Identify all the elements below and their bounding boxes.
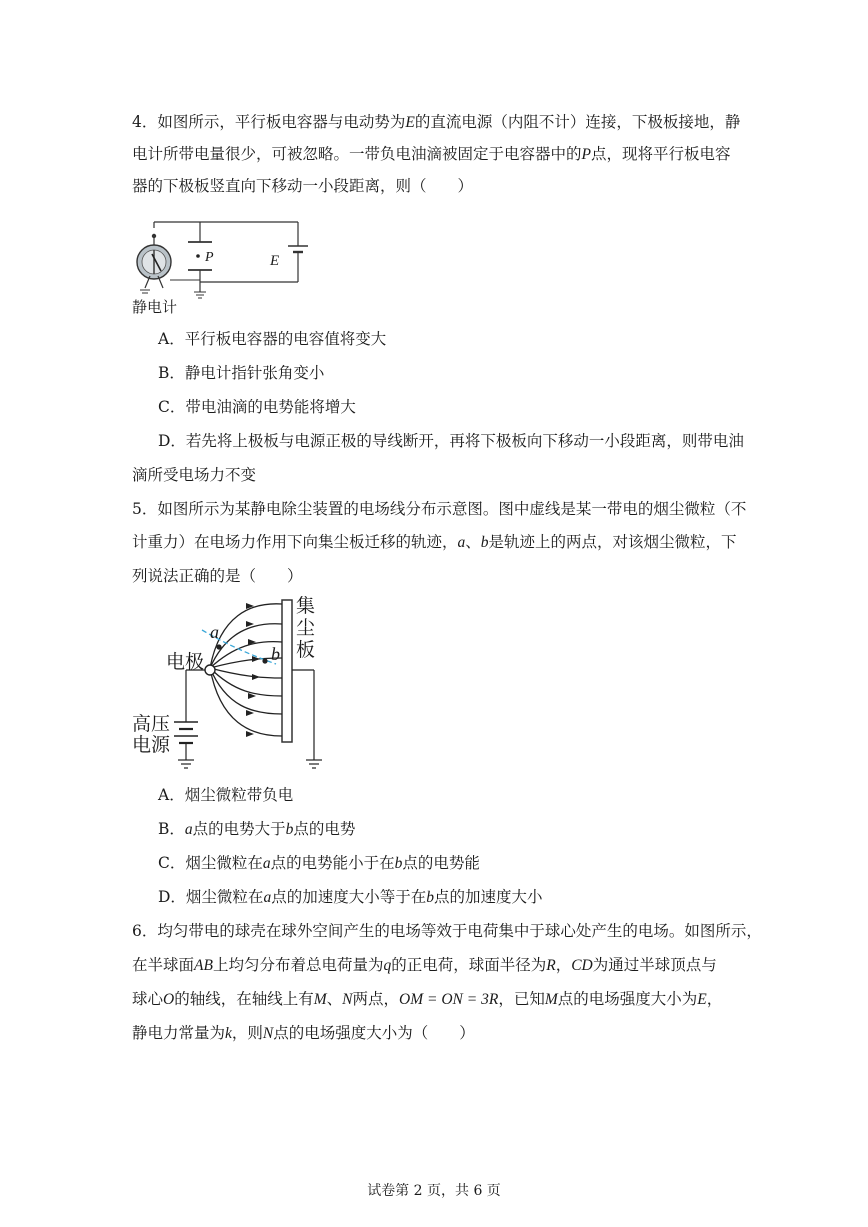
- q4-option-b: B．静电计指针张角变小: [158, 364, 325, 382]
- equation-om-on: OM = ON = 3R: [399, 991, 499, 1008]
- label-a: a: [210, 622, 219, 642]
- q4-option-d: D．若先将上极板与电源正极的导线断开，再将下极板向下移动一小段距离，则带电油: [158, 432, 744, 450]
- label-E: E: [270, 253, 280, 269]
- q6-stem-line3: 球心O的轴线，在轴线上有M、N两点，OM = ON = 3R，已知M点的电场强度大小为E，: [132, 990, 723, 1008]
- q4-option-a: A．平行板电容器的电容值将变大: [158, 330, 387, 348]
- q5-option-d: D．烟尘微粒在a点的加速度大小等于在b点的加速度大小: [158, 888, 543, 906]
- q4-option-d-cont: 滴所受电场力不变: [132, 466, 257, 484]
- label-P: P: [205, 250, 214, 265]
- label-hv-1: 高压: [132, 713, 171, 735]
- q4-option-c: C．带电油滴的电势能将增大: [158, 398, 356, 416]
- q5-option-b: B．a点的电势大于b点的电势: [158, 820, 356, 838]
- q5-stem-line2: 计重力）在电场力作用下向集尘板迁移的轨迹，a、b是轨迹上的两点，对该烟尘微粒，下: [132, 533, 737, 551]
- collector-plate: [282, 600, 292, 742]
- q4-stem-line1: 4．如图所示，平行板电容器与电动势为E的直流电源（内阻不计）连接，下极板接地，静: [132, 113, 741, 131]
- label-collector-3: 板: [296, 639, 316, 661]
- q6-stem-line4: 静电力常量为k，则N点的电场强度大小为（ ）: [132, 1024, 475, 1042]
- q4-stem-line3: 器的下极板竖直向下移动一小段距离，则（ ）: [132, 177, 474, 195]
- label-electrometer: 静电计: [132, 298, 178, 316]
- q5-stem-line3: 列说法正确的是（ ）: [132, 567, 303, 585]
- label-hv-2: 电源: [132, 734, 171, 756]
- label-b: b: [271, 644, 280, 664]
- label-collector-1: 集: [296, 596, 316, 617]
- q5-precipitator-figure: [130, 596, 330, 776]
- label-collector-2: 尘: [296, 617, 316, 639]
- q6-stem-line1: 6．均匀带电的球壳在球外空间产生的电场等效于电荷集中于球心处产生的电场。如图所示，: [132, 922, 762, 940]
- q4-circuit-figure: [130, 212, 310, 316]
- q5-option-a: A．烟尘微粒带负电: [158, 786, 294, 804]
- electrode-icon: [205, 665, 215, 675]
- page-footer: 试卷第 2 页，共 6 页: [367, 1183, 501, 1199]
- label-electrode: 电极: [166, 651, 205, 673]
- q5-option-c: C．烟尘微粒在a点的电势能小于在b点的电势能: [158, 854, 480, 872]
- q5-stem-line1: 5．如图所示为某静电除尘装置的电场线分布示意图。图中虚线是某一带电的烟尘微粒（不: [132, 500, 747, 518]
- q6-stem-line2: 在半球面AB上均匀分布着总电荷量为q的正电荷，球面半径为R，CD为通过半球顶点与: [132, 956, 717, 974]
- q4-stem-line2: 电计所带电量很少，可被忽略。一带负电油滴被固定于电容器中的P点，现将平行板电容: [132, 145, 731, 163]
